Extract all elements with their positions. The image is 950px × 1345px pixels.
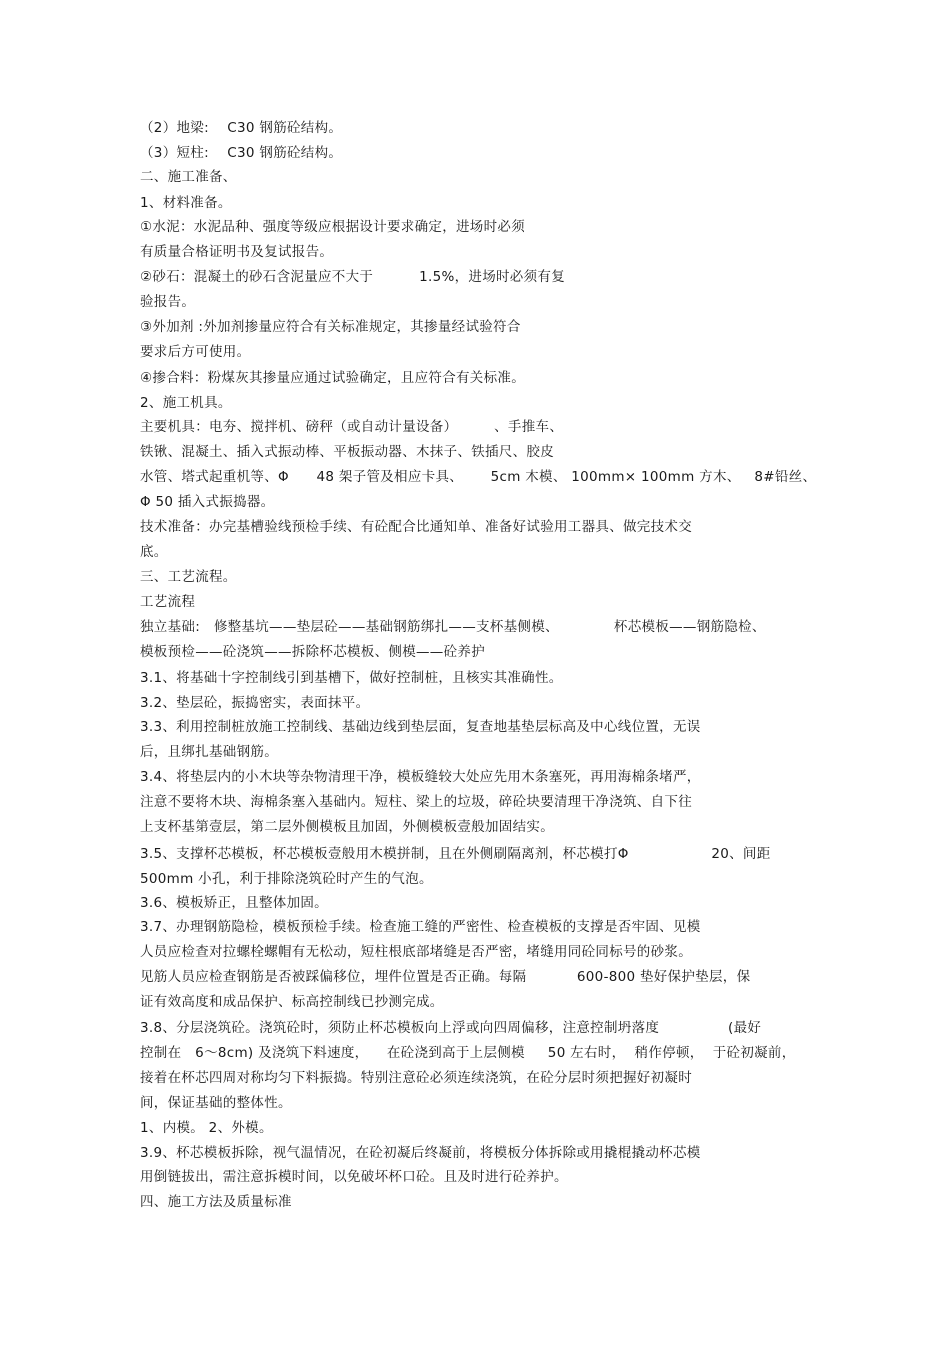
text-line: （2）地梁: C30 钢筋砼结构。 (140, 120, 343, 136)
text-line: 3.5、支撑杯芯模板，杯芯模板壹般用木模拼制，且在外侧刷隔离剂，杯芯模打Φ 20、间距 (140, 846, 771, 862)
text-line: ③外加剂 :外加剂掺量应符合有关标准规定，其掺量经试验符合 (140, 319, 521, 335)
text-line: 1、内模。 2、外模。 (140, 1120, 273, 1136)
text-line: 证有效高度和成品保护、标高控制线已抄测完成。 (140, 994, 444, 1010)
text-line: 500mm 小孔，利于排除浇筑砼时产生的气泡。 (140, 871, 433, 887)
section-heading: 二、施工准备、 (140, 169, 237, 185)
text-line: 独立基础: 修整基坑——垫层砼——基础钢筋绑扎——支杯基侧模、 杯芯模板——钢筋隐检、 (140, 619, 766, 635)
text-line: 3.4、将垫层内的小木块等杂物清理干净，模板缝较大处应先用木条塞死，再用海棉条堵严， (140, 769, 701, 785)
text-line: 间，保证基础的整体性。 (140, 1095, 292, 1111)
text-line: 主要机具：电夯、搅拌机、磅秤（或自动计量设备） 、手推车、 (140, 419, 564, 435)
text-line: 见筋人员应检查钢筋是否被踩偏移位，埋件位置是否正确。每隔 600-800 垫好保护垫层，保 (140, 969, 751, 985)
text-line: 人员应检查对拉螺栓螺帽有无松动，短柱根底部堵缝是否严密，堵缝用同砼同标号的砂浆。 (140, 944, 692, 960)
text-line: 3.9、杯芯模板拆除，视气温情况，在砼初凝后终凝前，将模板分体拆除或用撬棍撬动杯芯模 (140, 1145, 701, 1161)
text-line: 注意不要将木块、海棉条塞入基础内。短柱、梁上的垃圾，碎砼块要清理干净浇筑、自下往 (140, 794, 692, 810)
text-line: 后，且绑扎基础钢筋。 (140, 744, 278, 760)
section-heading: 三、工艺流程。 (140, 569, 237, 585)
text-line: 3.2、垫层砼，振捣密实，表面抹平。 (140, 695, 370, 711)
text-line: 水管、塔式起重机等、Φ 48 架子管及相应卡具、 5cm 木模、 100mm× 100mm 方木、 8#铅丝、 (140, 469, 817, 485)
text-line: 要求后方可使用。 (140, 344, 251, 360)
text-line: 底。 (140, 544, 168, 560)
text-line: 3.8、分层浇筑砼。浇筑砼时，须防止杯芯模板向上浮或向四周偏移，注意控制坍落度 (最好 (140, 1020, 762, 1036)
text-line: 3.6、模板矫正，且整体加固。 (140, 895, 328, 911)
text-line: 3.7、办理钢筋隐检，模板预检手续。检查施工缝的严密性、检查模板的支撑是否牢固、见模 (140, 919, 701, 935)
text-line: 工艺流程 (140, 594, 196, 610)
text-line: 接着在杯芯四周对称均匀下料振捣。特别注意砼必须连续浇筑，在砼分层时须把握好初凝时 (140, 1070, 692, 1086)
text-line: 有质量合格证明书及复试报告。 (140, 244, 334, 260)
text-line: Φ 50 插入式振捣器。 (140, 494, 275, 510)
text-line: ②砂石：混凝土的砂石含泥量应不大于 1.5%，进场时必须有复 (140, 269, 566, 285)
text-line: 用倒链拔出，需注意拆模时间，以免破坏杯口砼。且及时进行砼养护。 (140, 1169, 568, 1185)
subsection-heading: 1、材料准备。 (140, 195, 232, 211)
subsection-heading: 2、施工机具。 (140, 395, 232, 411)
text-line: 验报告。 (140, 294, 196, 310)
text-line: 技术准备：办完基槽验线预检手续、有砼配合比通知单、准备好试验用工器具、做完技术交 (140, 519, 692, 535)
text-line: 上支杯基第壹层，第二层外侧模板且加固，外侧模板壹般加固结实。 (140, 819, 554, 835)
text-line: 3.1、将基础十字控制线引到基槽下，做好控制桩，且核实其准确性。 (140, 670, 563, 686)
text-line: 3.3、利用控制桩放施工控制线、基础边线到垫层面，复查地基垫层标高及中心线位置，无误 (140, 719, 701, 735)
text-line: 控制在 6～8cm) 及浇筑下料速度， 在砼浇到高于上层侧模 50 左右时， 稍作停顿， 于砼初凝前， (140, 1045, 796, 1061)
text-line: （3）短柱: C30 钢筋砼结构。 (140, 145, 343, 161)
text-line: ④掺合料：粉煤灰其掺量应通过试验确定，且应符合有关标准。 (140, 370, 526, 386)
section-heading: 四、施工方法及质量标准 (140, 1194, 292, 1210)
text-line: 铁锹、混凝土、插入式振动棒、平板振动器、木抹子、铁插尺、胶皮 (140, 444, 554, 460)
text-line: 模板预检——砼浇筑——拆除杯芯模板、侧模——砼养护 (140, 644, 485, 660)
text-line: ①水泥：水泥品种、强度等级应根据设计要求确定，进场时必须 (140, 219, 526, 235)
